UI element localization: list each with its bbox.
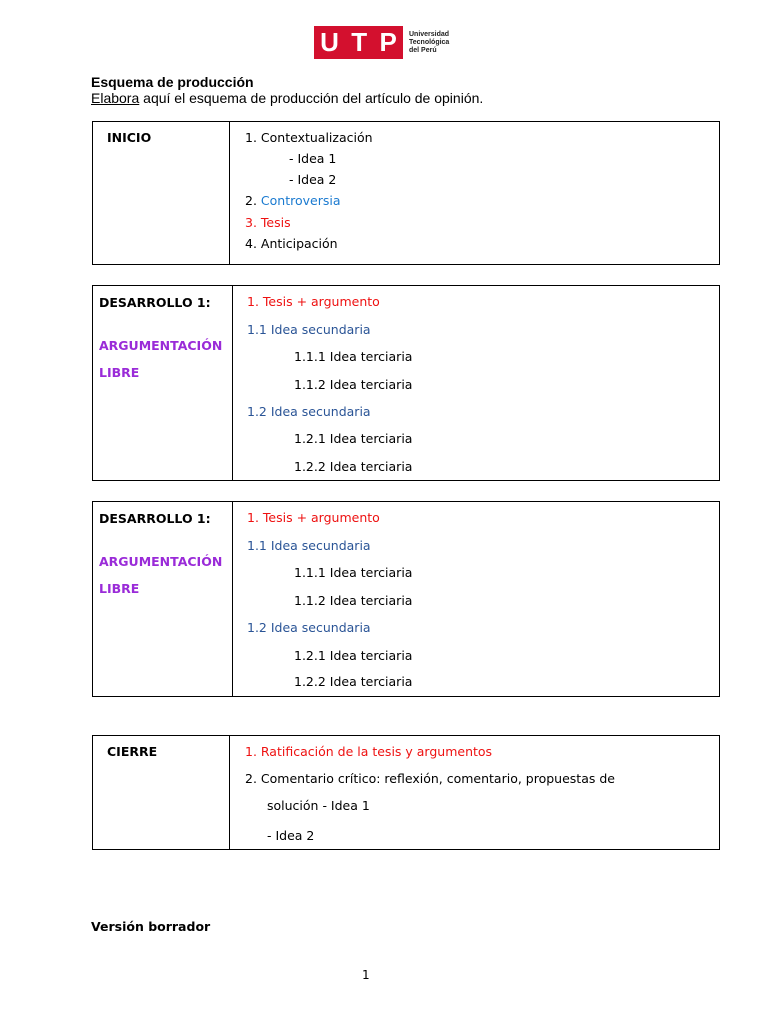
- logo-letter-p: P: [379, 27, 397, 57]
- page-number: 1: [362, 968, 370, 982]
- list-item: 1. Tesis + argumento: [247, 510, 380, 525]
- logo-subtitle-line: Universidad: [409, 30, 450, 38]
- inicio-label-cell: [93, 122, 230, 265]
- cierre-content-cell: [230, 736, 720, 850]
- inicio-label: INICIO: [107, 130, 152, 145]
- list-item: 1. Tesis + argumento: [247, 294, 380, 309]
- list-item: 1. Ratificación de la tesis y argumentos: [245, 744, 493, 759]
- list-item-text: Controversia: [260, 193, 341, 208]
- list-item: 1.2.1 Idea terciaria: [294, 648, 413, 663]
- logo-box: [314, 26, 403, 59]
- desarrollo-table: [92, 285, 720, 481]
- cierre-table: [92, 735, 720, 850]
- list-item: 2. Comentario crítico: reflexión, comentario, propuestas de: [245, 771, 615, 786]
- list-item: - Idea 2: [267, 828, 315, 843]
- instruction-verb: Elabora: [91, 90, 140, 106]
- list-item: 4. Anticipación: [245, 236, 338, 251]
- desarrollo-table: [92, 501, 720, 697]
- list-item: 1.2.2 Idea terciaria: [294, 459, 413, 474]
- list-item: 1.1.1 Idea terciaria: [294, 349, 413, 364]
- logo-letter-t: T: [351, 27, 368, 57]
- list-item: 1.1.2 Idea terciaria: [294, 593, 413, 608]
- list-item: 1.1.2 Idea terciaria: [294, 377, 413, 392]
- desarrollo-label-cell: [93, 286, 233, 481]
- logo-subtitle-line: del Perú: [409, 46, 437, 54]
- inicio-content-cell: [230, 122, 720, 265]
- list-item: solución - Idea 1: [267, 798, 370, 813]
- instruction-rest: aquí el esquema de producción del artículo de opinión.: [139, 90, 484, 106]
- list-item: 1.2.1 Idea terciaria: [294, 431, 413, 446]
- desarrollo-content-cell: [233, 502, 720, 697]
- desarrollo-sublabel: ARGUMENTACIÓN: [99, 338, 223, 353]
- page-instruction: [91, 90, 483, 106]
- page-title: Esquema de producción: [91, 74, 254, 90]
- inicio-table: [92, 121, 720, 265]
- list-item: - Idea 2: [289, 172, 337, 187]
- logo-subtitle: [409, 31, 449, 55]
- logo-subtitle-line: Tecnológica: [409, 38, 450, 46]
- draft-version-title: Versión borrador: [91, 919, 211, 934]
- desarrollo-sublabel: ARGUMENTACIÓN: [99, 554, 223, 569]
- cierre-label-cell: [93, 736, 230, 850]
- desarrollo-label-cell: [93, 502, 233, 697]
- list-item: 1.1 Idea secundaria: [247, 322, 371, 337]
- list-item: 1.1 Idea secundaria: [247, 538, 371, 553]
- list-item: [245, 193, 341, 208]
- desarrollo-label: DESARROLLO 1:: [99, 295, 211, 310]
- desarrollo-sublabel: LIBRE: [99, 581, 140, 596]
- utp-logo: [314, 26, 449, 59]
- desarrollo-content-cell: [233, 286, 720, 481]
- list-item-number: 2.: [245, 193, 261, 208]
- desarrollo-label: DESARROLLO 1:: [99, 511, 211, 526]
- logo-letter-u: U: [320, 27, 339, 57]
- cierre-label: CIERRE: [107, 744, 158, 759]
- list-item: 3. Tesis: [245, 215, 291, 230]
- list-item: 1.1.1 Idea terciaria: [294, 565, 413, 580]
- list-item: 1. Contextualización: [245, 130, 373, 145]
- list-item: 1.2 Idea secundaria: [247, 404, 371, 419]
- desarrollo-sublabel: LIBRE: [99, 365, 140, 380]
- list-item: - Idea 1: [289, 151, 337, 166]
- list-item: 1.2 Idea secundaria: [247, 620, 371, 635]
- list-item: 1.2.2 Idea terciaria: [294, 674, 413, 689]
